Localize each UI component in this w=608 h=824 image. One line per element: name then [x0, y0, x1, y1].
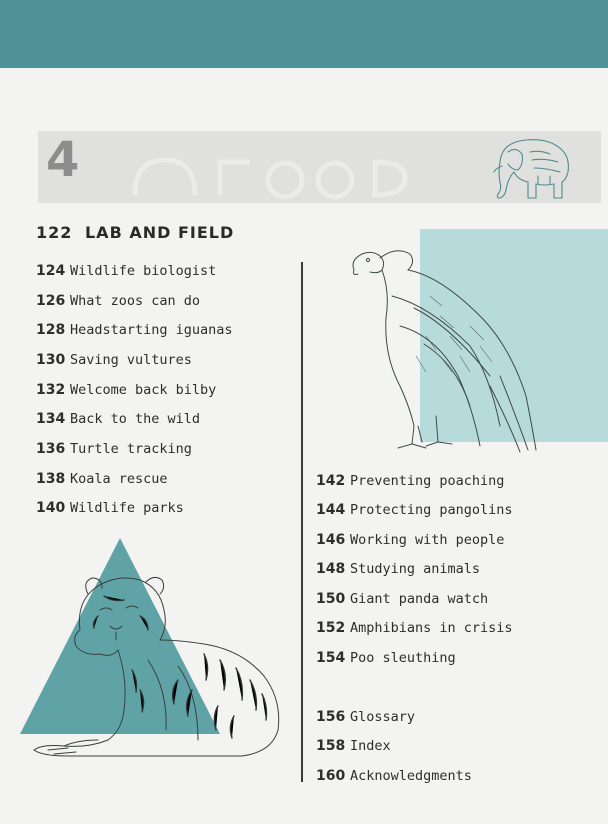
toc-entry[interactable] [316, 735, 391, 755]
toc-page-number: 154 [316, 650, 346, 666]
toc-page-number: 126 [36, 293, 66, 309]
toc-page-number: 156 [316, 709, 346, 725]
toc-page-number: 140 [36, 500, 66, 516]
toc-page-number: 146 [316, 532, 346, 548]
toc-entry[interactable] [316, 499, 513, 519]
toc-title: Acknowledgments [350, 768, 472, 784]
toc-title: Saving vultures [70, 352, 192, 368]
toc-title: Wildlife parks [70, 500, 184, 516]
elephant-icon [478, 132, 578, 204]
toc-title: Back to the wild [70, 411, 201, 427]
toc-entry[interactable] [36, 438, 192, 458]
toc-entry[interactable] [316, 647, 456, 667]
toc-entry[interactable] [316, 765, 472, 785]
toc-entry[interactable] [316, 617, 513, 637]
toc-entry[interactable] [36, 497, 184, 517]
toc-right-list [316, 470, 576, 790]
vulture-icon [340, 236, 555, 458]
toc-page-number: 152 [316, 620, 346, 636]
toc-page-number: 132 [36, 382, 66, 398]
toc-title: What zoos can do [70, 293, 201, 309]
toc-entry[interactable] [36, 379, 216, 399]
toc-entry[interactable] [36, 468, 168, 488]
toc-page-number: 134 [36, 411, 66, 427]
section-page-number: 122 [36, 223, 73, 242]
section-heading [36, 223, 234, 242]
section-title: LAB AND FIELD [84, 223, 235, 242]
toc-title: Turtle tracking [70, 441, 192, 457]
toc-page-number: 150 [316, 591, 346, 607]
toc-entry[interactable] [316, 706, 415, 726]
top-color-band [0, 0, 608, 68]
toc-title: Studying animals [350, 561, 481, 577]
toc-page-number: 136 [36, 441, 66, 457]
chapter-ghost-lettering [125, 150, 425, 200]
toc-left-list [36, 260, 276, 520]
toc-title: Giant panda watch [350, 591, 489, 607]
toc-entry[interactable] [316, 588, 488, 608]
toc-title: Glossary [350, 709, 416, 725]
toc-page-number: 144 [316, 502, 346, 518]
toc-title: Protecting pangolins [350, 502, 513, 518]
toc-title: Amphibians in crisis [350, 620, 513, 636]
toc-page-number: 130 [36, 352, 66, 368]
toc-page-number: 142 [316, 473, 346, 489]
toc-page-number: 138 [36, 471, 66, 487]
toc-page-number: 148 [316, 561, 346, 577]
toc-title: Headstarting iguanas [70, 322, 233, 338]
toc-entry[interactable] [36, 408, 200, 428]
toc-page-number: 128 [36, 322, 66, 338]
column-divider [301, 262, 303, 782]
toc-title: Wildlife biologist [70, 263, 217, 279]
toc-page-number: 124 [36, 263, 66, 279]
toc-title: Poo sleuthing [350, 650, 456, 666]
toc-title: Working with people [350, 532, 505, 548]
chapter-number: 4 [46, 132, 80, 188]
toc-entry[interactable] [36, 319, 233, 339]
toc-title: Index [350, 738, 391, 754]
tiger-icon [28, 570, 290, 762]
toc-entry[interactable] [36, 260, 216, 280]
toc-entry[interactable] [36, 349, 192, 369]
toc-title: Koala rescue [70, 471, 168, 487]
toc-entry[interactable] [316, 529, 504, 549]
toc-entry[interactable] [36, 290, 200, 310]
toc-title: Welcome back bilby [70, 382, 217, 398]
toc-page-number: 160 [316, 768, 346, 784]
toc-title: Preventing poaching [350, 473, 505, 489]
toc-entry[interactable] [316, 558, 480, 578]
toc-page-number: 158 [316, 738, 346, 754]
toc-entry[interactable] [316, 470, 504, 490]
